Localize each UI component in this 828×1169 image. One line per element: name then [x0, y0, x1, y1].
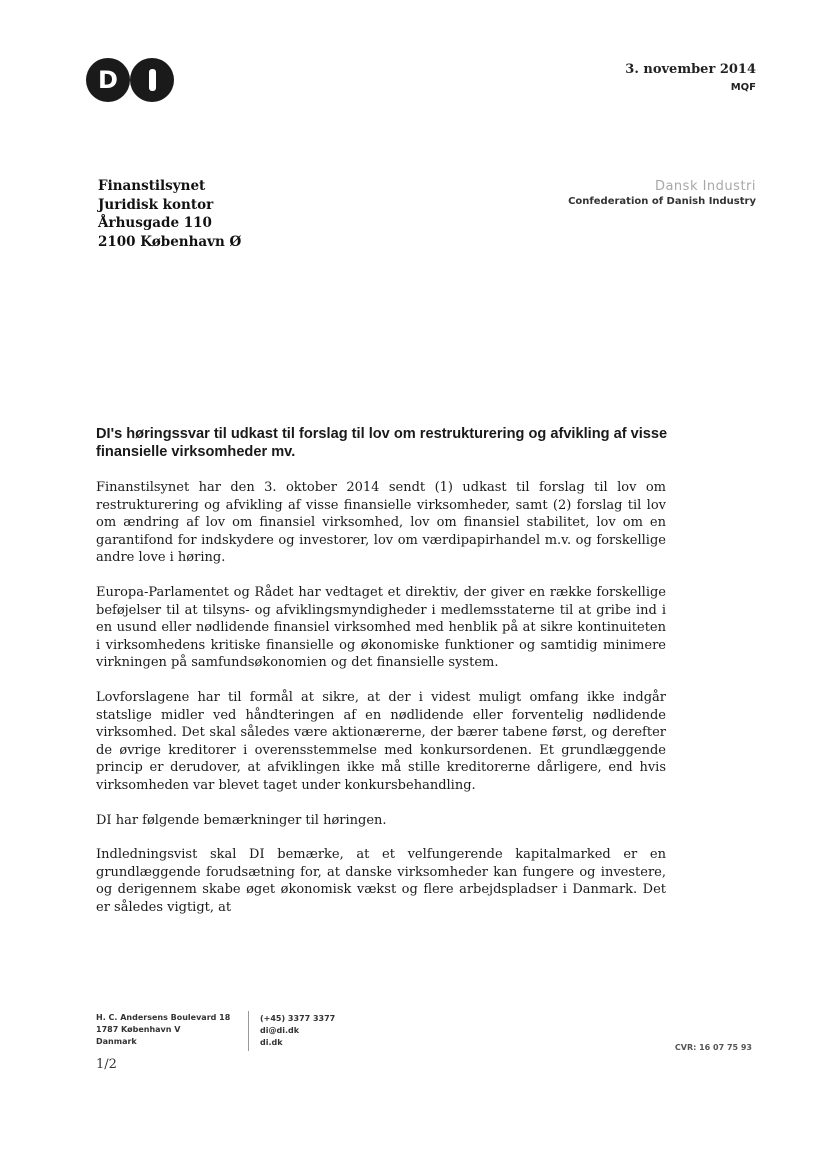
body-paragraph: Finanstilsynet har den 3. oktober 2014 sendt (1) udkast til forslag til lov om restrukturering og afvikling af visse finansielle virksomheder, samt (2) forslag til lov om ændring af lov om finansiel virksomhed, lov om finansiel stabilitet, lov om en garantifond for indskydere og investorer, lov om værdipapirhandel m.v. og forskellige andre love i høring. — [96, 480, 666, 566]
footer-divider — [248, 1011, 249, 1051]
logo-letter-d: D — [98, 66, 118, 94]
footer-address-line: H. C. Andersens Boulevard 18 — [96, 1013, 231, 1022]
author-initials: MQF — [730, 82, 756, 93]
organization-block — [568, 179, 756, 207]
letter-date: 3. november 2014 — [625, 62, 756, 77]
footer-contact — [260, 1013, 335, 1049]
body-paragraph: Europa-Parlamentet og Rådet har vedtaget et direktiv, der giver en række forskellige beføjelser til at tilsyns- og afviklingsmyndigheder i medlemsstaterne til at gribe ind i en usund eller nødlidende finansiel virksomhed med henblik på at sikre kontinuiteten i virksomhedens kritiske finansielle og økonomiske funktioner og samtidig minimere virkningen på samfundsøkonomien og det finansielle system. — [96, 584, 666, 671]
footer-phone: (+45) 3377 3377 — [260, 1014, 336, 1023]
footer-address — [96, 1012, 230, 1048]
logo-circle-left — [86, 58, 130, 102]
letter-heading: DI's høringssvar til udkast til forslag til lov om restrukturering og afvikling af visse finansielle virksomheder mv. — [96, 426, 668, 460]
recipient-line: Århusgade 110 — [98, 215, 212, 231]
footer-address-line: Danmark — [96, 1037, 137, 1046]
footer-website: di.dk — [260, 1038, 283, 1047]
cvr-number: CVR: 16 07 75 93 — [674, 1043, 752, 1052]
recipient-line: Finanstilsynet — [98, 178, 206, 194]
logo-circle-right — [130, 58, 174, 102]
logo-letter-i-icon — [149, 69, 156, 91]
body-paragraph: DI har følgende bemærkninger til høringen. — [96, 812, 387, 828]
recipient-line: 2100 København Ø — [98, 233, 242, 250]
org-name-danish: Dansk Industri — [654, 179, 756, 194]
org-name-english: Confederation of Danish Industry — [568, 196, 756, 207]
recipient-address — [98, 177, 241, 251]
footer-email: di@di.dk — [260, 1026, 300, 1035]
footer-address-line: 1787 København V — [96, 1025, 181, 1034]
body-paragraph: Indledningsvist skal DI bemærke, at et velfungerende kapitalmarked er en grundlæggende forudsætning for, at danske virksomheder kan fungere og investere, og derigennem skabe øget økonomisk vækst og flere arbejdspladser i Danmark. Det er således vigtigt, at — [96, 847, 666, 915]
letter-body — [96, 479, 666, 933]
recipient-line: Juridisk kontor — [98, 196, 214, 213]
page-number: 1/2 — [96, 1057, 117, 1072]
body-paragraph: Lovforslagene har til formål at sikre, at der i videst muligt omfang ikke indgår statslige midler ved håndteringen af en nødlidende eller forventelig nødlidende virksomhed. Det skal således være aktionærerne, der bærer tabene først, og derefter de øvrige kreditorer i overensstemmelse med konkursordenen. Et grundlæggende princip er derudover, at afviklingen ikke må stille kreditorerne dårligere, end hvis virksomheden var blevet taget under konkursbehandling. — [96, 689, 666, 793]
di-logo — [86, 58, 174, 104]
